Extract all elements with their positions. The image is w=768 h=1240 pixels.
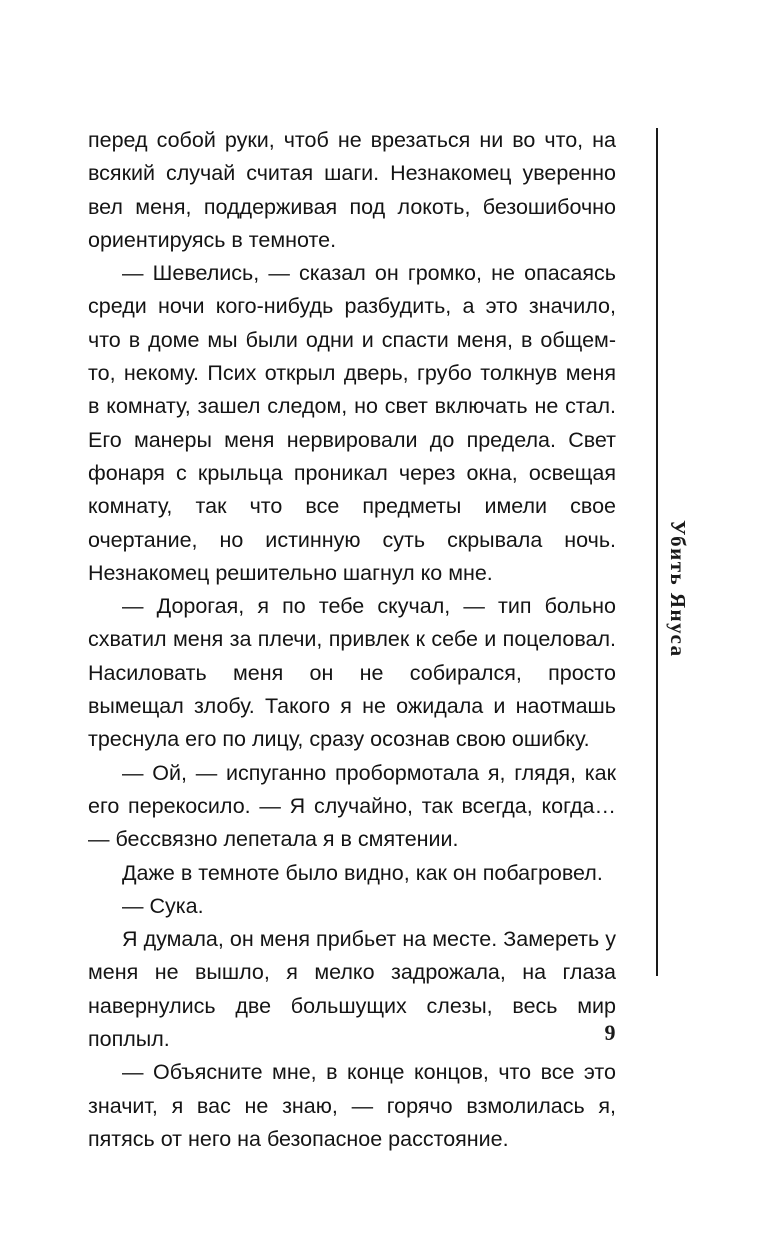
body-text bbox=[88, 124, 616, 1156]
margin-rule bbox=[656, 128, 658, 976]
running-title: Убить Януса bbox=[666, 520, 690, 658]
paragraph: — Объясните мне, в конце концов, что все это значит, я вас не знаю, — горячо взмолилась я, пятясь от него на безопасное расстояние. bbox=[88, 1060, 616, 1151]
page-number: 9 bbox=[604, 1020, 616, 1045]
paragraph: — Сука. bbox=[122, 893, 204, 918]
paragraph: Даже в темноте было видно, как он побагровел. bbox=[122, 860, 603, 885]
paragraph: — Шевелись, — сказал он громко, не опасаясь среди ночи кого-нибудь разбудить, а это значило, что в доме мы были одни и спасти меня, в общем-то, некому. Псих открыл дверь, грубо толкнув меня в комнату, зашел следом, но свет включать не стал. Его манеры меня нервировали до предела. Свет фонаря с крыльца проникал через окна, освещая комнату, так что все предметы имели свое очертание, но истинную суть скрывала ночь. Незнакомец решительно шагнул ко мне. bbox=[88, 261, 616, 585]
paragraph: перед собой руки, чтоб не врезаться ни во что, на всякий случай считая шаги. Незнакомец уверенно вел меня, поддерживая под локоть, безошибочно ориентируясь в темноте. bbox=[88, 128, 616, 252]
paragraph: — Ой, — испуганно пробормотала я, глядя, как его перекосило. — Я случайно, так всегда, когда… — бессвязно лепетала я в смятении. bbox=[88, 760, 616, 852]
paragraph: — Дорогая, я по тебе скучал, — тип больно схватил меня за плечи, привлек к себе и поцеловал. Насиловать меня он не собирался, просто вымещал злобу. Такого я не ожидала и наотмашь треснула его по лицу, сразу осознав свою ошибку. bbox=[88, 594, 616, 752]
paragraph: Я думала, он меня прибьет на месте. Замереть у меня не вышло, я мелко задрожала, на глаза навернулись две большущих слезы, весь мир поплыл. bbox=[88, 927, 616, 1052]
